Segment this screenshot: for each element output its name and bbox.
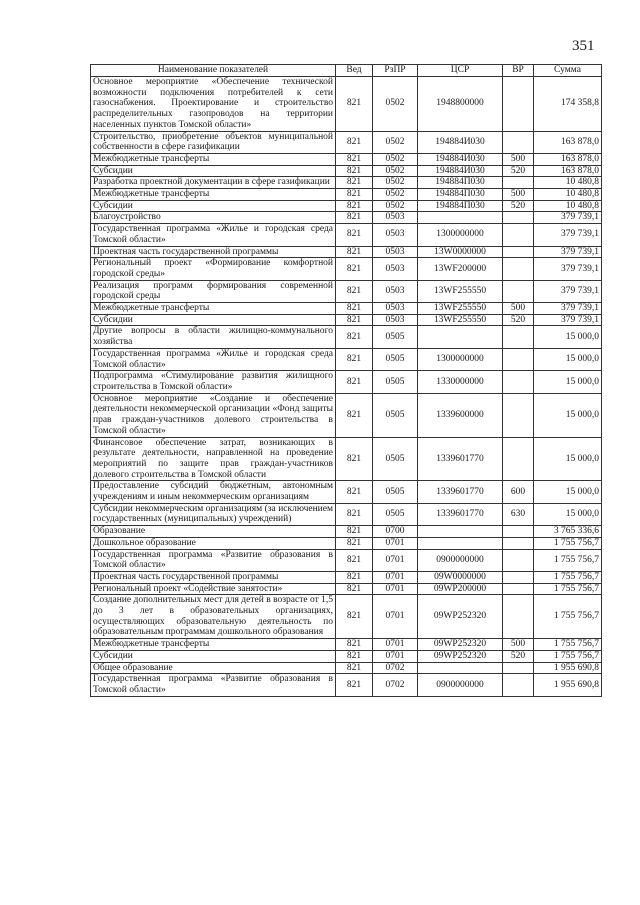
cell-vr bbox=[503, 212, 534, 224]
table-row bbox=[91, 650, 602, 662]
cell-vr bbox=[503, 280, 534, 302]
cell-sum: 15 000,0 bbox=[534, 503, 602, 525]
cell-csr: 09WP252320 bbox=[418, 639, 503, 651]
cell-csr: 1330000000 bbox=[418, 371, 503, 393]
cell-name: Субсидии bbox=[91, 200, 336, 212]
cell-vr: 600 bbox=[503, 481, 534, 503]
cell-name: Основное мероприятие «Обеспечение технической возможности подключения потребителей к сети газоснабжения. Проектирование и строительство распределительных газопроводов на территории населенных пунктов Томской области» bbox=[91, 77, 336, 132]
cell-csr bbox=[418, 537, 503, 549]
cell-name: Субсидии bbox=[91, 650, 336, 662]
cell-name: Строительство, приобретение объектов муниципальной собственности в сфере газификации bbox=[91, 131, 336, 153]
table-row bbox=[91, 583, 602, 595]
cell-ved: 821 bbox=[336, 595, 373, 639]
cell-sum: 10 480,8 bbox=[534, 200, 602, 212]
cell-vr: 500 bbox=[503, 189, 534, 201]
cell-ved: 821 bbox=[336, 212, 373, 224]
cell-rzpr: 0502 bbox=[373, 200, 418, 212]
cell-sum: 379 739,1 bbox=[534, 258, 602, 280]
cell-csr: 1339601770 bbox=[418, 503, 503, 525]
header-vr: ВР bbox=[503, 65, 534, 77]
cell-name: Разработка проектной документации в сфере газификации bbox=[91, 177, 336, 189]
table-row bbox=[91, 481, 602, 503]
cell-rzpr: 0502 bbox=[373, 131, 418, 153]
cell-sum: 15 000,0 bbox=[534, 348, 602, 370]
table-row bbox=[91, 371, 602, 393]
cell-rzpr: 0503 bbox=[373, 224, 418, 246]
cell-csr bbox=[418, 212, 503, 224]
cell-name: Предоставление субсидий бюджетным, автономным учреждениям и иным некоммерческим организациям bbox=[91, 481, 336, 503]
table-row bbox=[91, 258, 602, 280]
table-row bbox=[91, 549, 602, 571]
table-row bbox=[91, 224, 602, 246]
cell-sum: 1 955 690,8 bbox=[534, 674, 602, 696]
cell-rzpr: 0502 bbox=[373, 177, 418, 189]
cell-rzpr: 0503 bbox=[373, 303, 418, 315]
cell-rzpr: 0701 bbox=[373, 537, 418, 549]
cell-ved: 821 bbox=[336, 153, 373, 165]
cell-rzpr: 0502 bbox=[373, 153, 418, 165]
cell-rzpr: 0702 bbox=[373, 662, 418, 674]
cell-ved: 821 bbox=[336, 437, 373, 481]
cell-sum: 1 755 756,7 bbox=[534, 595, 602, 639]
cell-csr: 09W0000000 bbox=[418, 571, 503, 583]
cell-rzpr: 0701 bbox=[373, 583, 418, 595]
cell-ved: 821 bbox=[336, 224, 373, 246]
cell-name: Финансовое обеспечение затрат, возникающих в результате деятельности, направленной на проведение мероприятий по защите прав граждан-участников долевого строительства в Томской области bbox=[91, 437, 336, 481]
cell-name: Дошкольное образование bbox=[91, 537, 336, 549]
cell-ved: 821 bbox=[336, 165, 373, 177]
cell-sum: 15 000,0 bbox=[534, 393, 602, 437]
cell-rzpr: 0502 bbox=[373, 189, 418, 201]
cell-rzpr: 0503 bbox=[373, 212, 418, 224]
cell-sum: 15 000,0 bbox=[534, 371, 602, 393]
cell-rzpr: 0503 bbox=[373, 246, 418, 258]
cell-vr bbox=[503, 662, 534, 674]
cell-ved: 821 bbox=[336, 481, 373, 503]
cell-csr: 194884И030 bbox=[418, 153, 503, 165]
table-row bbox=[91, 326, 602, 348]
cell-ved: 821 bbox=[336, 200, 373, 212]
cell-sum: 1 755 756,7 bbox=[534, 650, 602, 662]
cell-rzpr: 0505 bbox=[373, 371, 418, 393]
cell-name: Межбюджетные трансферты bbox=[91, 303, 336, 315]
header-name: Наименование показателей bbox=[91, 65, 336, 77]
table-row bbox=[91, 200, 602, 212]
cell-sum: 379 739,1 bbox=[534, 212, 602, 224]
cell-name: Основное мероприятие «Создание и обеспечение деятельности некоммерческой организации «Фонд защиты прав граждан-участников долевого строительства в Томской области» bbox=[91, 393, 336, 437]
table-row bbox=[91, 280, 602, 302]
cell-vr: 520 bbox=[503, 650, 534, 662]
cell-csr: 13WF255550 bbox=[418, 314, 503, 326]
cell-rzpr: 0503 bbox=[373, 258, 418, 280]
cell-vr bbox=[503, 326, 534, 348]
table-row bbox=[91, 165, 602, 177]
cell-name: Межбюджетные трансферты bbox=[91, 189, 336, 201]
cell-vr bbox=[503, 583, 534, 595]
cell-rzpr: 0701 bbox=[373, 571, 418, 583]
cell-sum: 379 739,1 bbox=[534, 224, 602, 246]
cell-ved: 821 bbox=[336, 177, 373, 189]
cell-csr: 194884П030 bbox=[418, 177, 503, 189]
cell-name: Государственная программа «Развитие образования в Томской области» bbox=[91, 674, 336, 696]
cell-csr: 1339601770 bbox=[418, 481, 503, 503]
page-number: 351 bbox=[572, 38, 595, 54]
table-row bbox=[91, 77, 602, 132]
cell-vr bbox=[503, 549, 534, 571]
table-row bbox=[91, 503, 602, 525]
cell-sum: 379 739,1 bbox=[534, 314, 602, 326]
cell-csr: 1948800000 bbox=[418, 77, 503, 132]
cell-rzpr: 0702 bbox=[373, 674, 418, 696]
cell-vr: 500 bbox=[503, 303, 534, 315]
cell-ved: 821 bbox=[336, 650, 373, 662]
cell-ved: 821 bbox=[336, 280, 373, 302]
table-row bbox=[91, 595, 602, 639]
cell-name: Другие вопросы в области жилищно-коммунального хозяйства bbox=[91, 326, 336, 348]
cell-sum: 1 755 756,7 bbox=[534, 639, 602, 651]
table-row bbox=[91, 526, 602, 538]
cell-rzpr: 0505 bbox=[373, 503, 418, 525]
cell-sum: 10 480,8 bbox=[534, 189, 602, 201]
cell-rzpr: 0502 bbox=[373, 77, 418, 132]
cell-csr: 13W0000000 bbox=[418, 246, 503, 258]
cell-ved: 821 bbox=[336, 571, 373, 583]
cell-ved: 821 bbox=[336, 326, 373, 348]
cell-sum: 15 000,0 bbox=[534, 326, 602, 348]
cell-csr bbox=[418, 662, 503, 674]
cell-ved: 821 bbox=[336, 526, 373, 538]
cell-csr: 194884И030 bbox=[418, 165, 503, 177]
header-csr: ЦСР bbox=[418, 65, 503, 77]
cell-rzpr: 0503 bbox=[373, 314, 418, 326]
cell-vr bbox=[503, 437, 534, 481]
cell-ved: 821 bbox=[336, 662, 373, 674]
cell-vr bbox=[503, 571, 534, 583]
cell-vr bbox=[503, 258, 534, 280]
cell-vr bbox=[503, 348, 534, 370]
cell-csr: 13WF255550 bbox=[418, 303, 503, 315]
cell-name: Создание дополнительных мест для детей в возрасте от 1,5 до 3 лет в образовательных организациях, осуществляющих образовательную деятельность по образовательным программам дошкольного образования bbox=[91, 595, 336, 639]
cell-csr bbox=[418, 526, 503, 538]
cell-vr bbox=[503, 224, 534, 246]
cell-csr: 13WF255550 bbox=[418, 280, 503, 302]
table-row bbox=[91, 189, 602, 201]
cell-sum: 1 755 756,7 bbox=[534, 583, 602, 595]
cell-name: Образование bbox=[91, 526, 336, 538]
table-row bbox=[91, 674, 602, 696]
table-row bbox=[91, 153, 602, 165]
cell-name: Региональный проект «Формирование комфортной городской среды» bbox=[91, 258, 336, 280]
cell-sum: 3 765 336,6 bbox=[534, 526, 602, 538]
cell-csr: 09WP252320 bbox=[418, 595, 503, 639]
cell-rzpr: 0700 bbox=[373, 526, 418, 538]
cell-name: Субсидии bbox=[91, 314, 336, 326]
cell-vr: 520 bbox=[503, 314, 534, 326]
cell-ved: 821 bbox=[336, 537, 373, 549]
table-header bbox=[91, 65, 602, 77]
cell-sum: 379 739,1 bbox=[534, 303, 602, 315]
cell-ved: 821 bbox=[336, 131, 373, 153]
cell-sum: 163 878,0 bbox=[534, 165, 602, 177]
cell-name: Общее образование bbox=[91, 662, 336, 674]
cell-rzpr: 0505 bbox=[373, 348, 418, 370]
cell-csr bbox=[418, 326, 503, 348]
header-sum: Сумма bbox=[534, 65, 602, 77]
cell-vr: 520 bbox=[503, 165, 534, 177]
cell-vr bbox=[503, 674, 534, 696]
table-row bbox=[91, 314, 602, 326]
cell-ved: 821 bbox=[336, 549, 373, 571]
header-ved: Вед bbox=[336, 65, 373, 77]
table-row bbox=[91, 571, 602, 583]
cell-csr: 194884П030 bbox=[418, 200, 503, 212]
cell-rzpr: 0502 bbox=[373, 165, 418, 177]
cell-ved: 821 bbox=[336, 393, 373, 437]
cell-vr: 500 bbox=[503, 153, 534, 165]
cell-sum: 379 739,1 bbox=[534, 280, 602, 302]
table-body bbox=[91, 77, 602, 697]
cell-ved: 821 bbox=[336, 258, 373, 280]
cell-csr: 09WP200000 bbox=[418, 583, 503, 595]
cell-name: Государственная программа «Развитие образования в Томской области» bbox=[91, 549, 336, 571]
cell-csr: 1300000000 bbox=[418, 224, 503, 246]
cell-vr bbox=[503, 371, 534, 393]
cell-ved: 821 bbox=[336, 639, 373, 651]
table-row bbox=[91, 348, 602, 370]
cell-csr: 13WF200000 bbox=[418, 258, 503, 280]
cell-rzpr: 0505 bbox=[373, 437, 418, 481]
cell-sum: 1 955 690,8 bbox=[534, 662, 602, 674]
table-row bbox=[91, 639, 602, 651]
cell-csr: 0900000000 bbox=[418, 549, 503, 571]
cell-vr bbox=[503, 393, 534, 437]
cell-rzpr: 0503 bbox=[373, 280, 418, 302]
cell-ved: 821 bbox=[336, 77, 373, 132]
cell-name: Проектная часть государственной программы bbox=[91, 571, 336, 583]
cell-sum: 1 755 756,7 bbox=[534, 549, 602, 571]
cell-vr: 630 bbox=[503, 503, 534, 525]
cell-csr: 194884П030 bbox=[418, 189, 503, 201]
table-row bbox=[91, 537, 602, 549]
cell-vr bbox=[503, 77, 534, 132]
cell-csr: 1339601770 bbox=[418, 437, 503, 481]
cell-ved: 821 bbox=[336, 303, 373, 315]
cell-vr bbox=[503, 526, 534, 538]
cell-name: Субсидии bbox=[91, 165, 336, 177]
table-row bbox=[91, 177, 602, 189]
cell-name: Межбюджетные трансферты bbox=[91, 639, 336, 651]
cell-sum: 163 878,0 bbox=[534, 131, 602, 153]
cell-name: Реализация программ формирования современной городской среды bbox=[91, 280, 336, 302]
cell-vr: 500 bbox=[503, 639, 534, 651]
table-row bbox=[91, 437, 602, 481]
cell-rzpr: 0505 bbox=[373, 481, 418, 503]
table-row bbox=[91, 131, 602, 153]
cell-csr: 09WP252320 bbox=[418, 650, 503, 662]
cell-vr bbox=[503, 537, 534, 549]
header-rzpr: РзПР bbox=[373, 65, 418, 77]
table-row bbox=[91, 303, 602, 315]
cell-vr bbox=[503, 131, 534, 153]
cell-ved: 821 bbox=[336, 189, 373, 201]
cell-rzpr: 0505 bbox=[373, 326, 418, 348]
cell-name: Региональный проект «Содействие занятости» bbox=[91, 583, 336, 595]
cell-sum: 15 000,0 bbox=[534, 481, 602, 503]
cell-name: Субсидии некоммерческим организациям (за исключением государственных (муниципальных) учреждений) bbox=[91, 503, 336, 525]
cell-ved: 821 bbox=[336, 503, 373, 525]
cell-csr: 1300000000 bbox=[418, 348, 503, 370]
cell-csr: 1339600000 bbox=[418, 393, 503, 437]
cell-name: Государственная программа «Жилье и городская среда Томской области» bbox=[91, 348, 336, 370]
cell-sum: 174 358,8 bbox=[534, 77, 602, 132]
cell-rzpr: 0505 bbox=[373, 393, 418, 437]
cell-sum: 15 000,0 bbox=[534, 437, 602, 481]
table-row bbox=[91, 212, 602, 224]
cell-name: Проектная часть государственной программы bbox=[91, 246, 336, 258]
cell-rzpr: 0701 bbox=[373, 549, 418, 571]
header-row bbox=[91, 65, 602, 77]
cell-csr: 0900000000 bbox=[418, 674, 503, 696]
cell-sum: 1 755 756,7 bbox=[534, 537, 602, 549]
cell-sum: 10 480,8 bbox=[534, 177, 602, 189]
cell-name: Государственная программа «Жилье и городская среда Томской области» bbox=[91, 224, 336, 246]
cell-name: Межбюджетные трансферты bbox=[91, 153, 336, 165]
cell-vr bbox=[503, 246, 534, 258]
cell-ved: 821 bbox=[336, 674, 373, 696]
cell-ved: 821 bbox=[336, 371, 373, 393]
cell-sum: 379 739,1 bbox=[534, 246, 602, 258]
cell-vr: 520 bbox=[503, 200, 534, 212]
cell-rzpr: 0701 bbox=[373, 639, 418, 651]
cell-sum: 163 878,0 bbox=[534, 153, 602, 165]
cell-ved: 821 bbox=[336, 348, 373, 370]
cell-csr: 194884И030 bbox=[418, 131, 503, 153]
cell-ved: 821 bbox=[336, 583, 373, 595]
table-row bbox=[91, 246, 602, 258]
cell-name: Благоустройство bbox=[91, 212, 336, 224]
cell-sum: 1 755 756,7 bbox=[534, 571, 602, 583]
cell-rzpr: 0701 bbox=[373, 650, 418, 662]
cell-name: Подпрограмма «Стимулирование развития жилищного строительства в Томской области» bbox=[91, 371, 336, 393]
table-row bbox=[91, 662, 602, 674]
cell-ved: 821 bbox=[336, 314, 373, 326]
budget-table bbox=[90, 64, 602, 697]
cell-rzpr: 0701 bbox=[373, 595, 418, 639]
cell-vr bbox=[503, 595, 534, 639]
cell-vr bbox=[503, 177, 534, 189]
table-row bbox=[91, 393, 602, 437]
cell-ved: 821 bbox=[336, 246, 373, 258]
